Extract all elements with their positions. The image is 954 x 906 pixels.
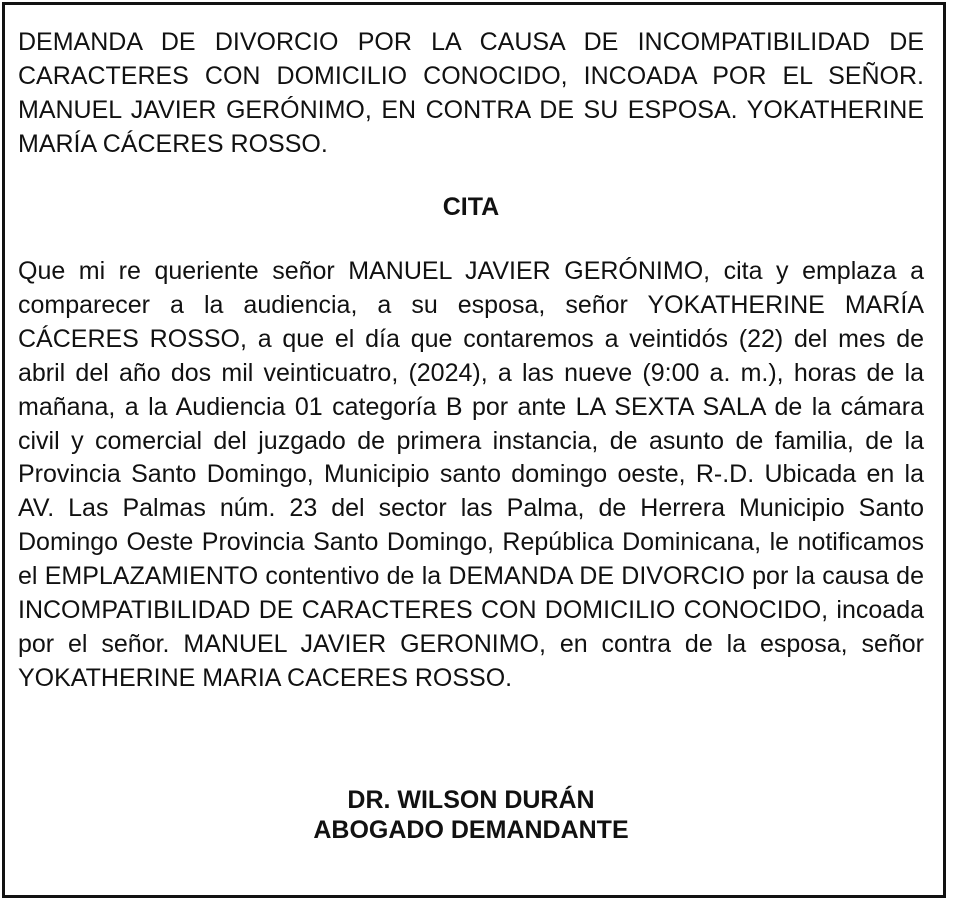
notice-body: Que mi re queriente señor MANUEL JAVIER GERÓNIMO, cita y emplaza a comparecer a la audiencia, a su esposa, señor YOKATHERINE MARÍA CÁCERES ROSSO, a que el día que contaremos a veintidós (22) del mes de abril del año dos mil veinticuatro, (2024), a las nueve (9:00 a. m.), horas de la mañana, a la Audiencia 01 categoría B por ante LA SEXTA SALA de la cámara civil y comercial del juzgado de primera instancia, de asunto de familia, de la Provincia Santo Domingo, Municipio santo domingo oeste, R-.D. Ubicada en la AV. Las Palmas núm. 23 del sector las Palma, de Herrera Municipio Santo Domingo Oeste Provincia Santo Domingo, República Dominicana, le notificamos el EMPLAZAMIENTO contentivo de la DEMANDA DE DIVORCIO por la causa de INCOMPATIBILIDAD DE CARACTERES CON DOMICILIO CONOCIDO, incoada por el señor. MANUEL JAVIER GERONIMO, en contra de la esposa, señor YOKATHERINE MARIA CACERES ROSSO.: [18, 257, 924, 692]
signature-title: ABOGADO DEMANDANTE: [313, 816, 629, 844]
signature-block: [18, 785, 924, 845]
signature-name: DR. WILSON DURÁN: [347, 786, 595, 814]
notice-heading: DEMANDA DE DIVORCIO POR LA CAUSA DE INCOMPATIBILIDAD DE CARACTERES CON DOMICILIO CONOCIDO, INCOADA POR EL SEÑOR. MANUEL JAVIER GERÓNIMO, EN CONTRA DE SU ESPOSA. YOKATHERINE MARÍA CÁCERES ROSSO.: [18, 28, 924, 158]
section-title-cita: CITA: [442, 193, 500, 221]
